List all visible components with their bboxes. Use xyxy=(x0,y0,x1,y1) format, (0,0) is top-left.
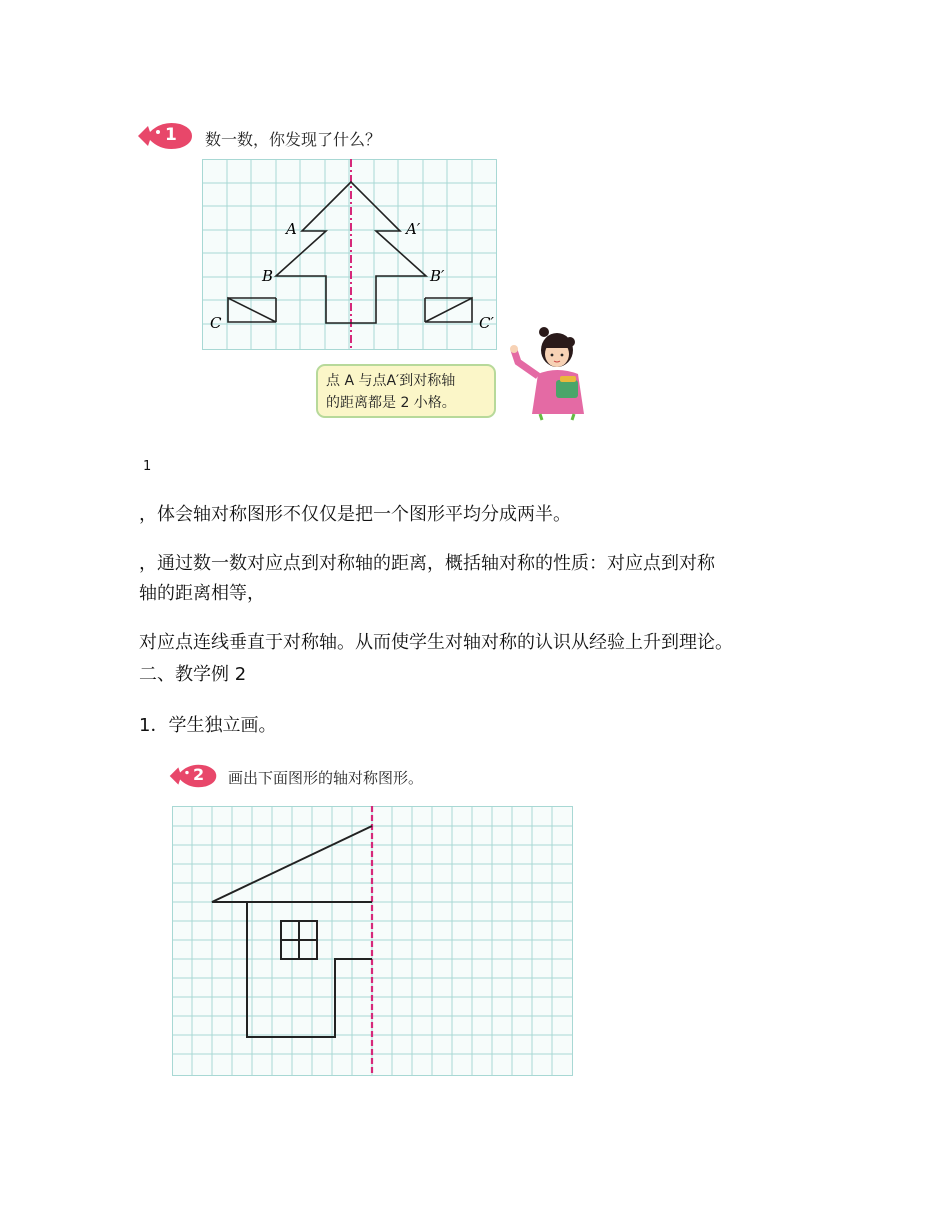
example-2-badge-number: 2 xyxy=(193,765,205,784)
bubble-line-1: 点 A 与点A′到对称轴 xyxy=(326,373,456,389)
label-A-prime: A′ xyxy=(406,220,421,238)
girl-illustration xyxy=(500,322,596,422)
step-1: 1．学生独立画。 xyxy=(139,715,277,736)
example-2-grid-figure xyxy=(168,800,578,1080)
paragraph-3: 对应点连线垂直于对称轴。从而使学生对轴对称的认识从经验上升到理论。 xyxy=(139,632,733,653)
paragraph-2-line-1: ，通过数一数对应点到对称轴的距离，概括轴对称的性质：对应点到对称 xyxy=(139,553,715,574)
label-B-prime: B′ xyxy=(430,267,445,285)
example-1-title: 数一数，你发现了什么？ xyxy=(205,130,382,149)
label-C-prime: C′ xyxy=(479,314,494,332)
paragraph-2-line-2: 轴的距离相等， xyxy=(139,583,265,604)
label-B: B xyxy=(262,267,274,285)
paragraph-1: ，体会轴对称图形不仅仅是把一个图形平均分成两半。 xyxy=(139,504,571,525)
example-2-title: 画出下面图形的轴对称图形。 xyxy=(228,769,424,787)
label-A: A xyxy=(286,220,297,238)
example-1-grid-figure xyxy=(198,155,500,353)
bubble-line-2: 的距离都是 2 小格。 xyxy=(326,395,456,411)
page-number: 1 xyxy=(143,459,152,474)
label-C: C xyxy=(210,314,222,332)
section-heading: 二、教学例 2 xyxy=(139,664,247,685)
example-1-speech-bubble xyxy=(316,364,496,418)
example-1-badge-number: 1 xyxy=(165,125,177,145)
